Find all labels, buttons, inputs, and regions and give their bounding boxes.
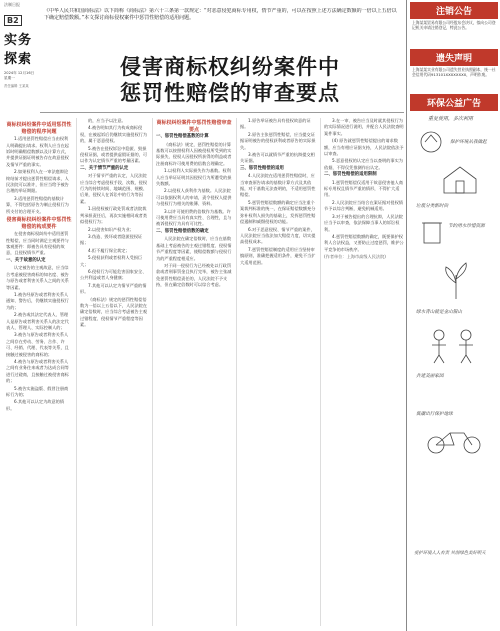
house-drawing-icon [440,163,480,195]
paragraph: 4.被告与原告或者利害关系人之间有业务往来或者为达成合同等进行过磋商，且接触过被侵害商标的； [6,358,69,384]
paragraph: 7.惩罚性赔偿制度的适用应当坚持审慎原则，准确把握适用条件，避免不当扩大适用范围。 [240,246,316,265]
intro-paragraph: 《中华人民共和国商标法》以下简称《商标法》第六十三条第一款规定：“对恶意侵犯商标专用权，情节严重的，可以在按照上述方法确定数额的一倍以上五倍以下确定赔偿数额。”本文探讨商标侵权案件中惩罚性赔偿的适用问题。 [44,8,397,21]
paragraph: 7.其他可以认定为情节严重的情形。 [80,282,147,295]
sidebar [408,0,500,631]
paragraph: 1.原告举证被告具有侵权故意的证据。 [240,118,311,130]
paragraph: 《商标法》规定的惩罚性赔偿倍数为一倍以上五倍以下，人民法院在确定倍数时，应当综合考虑被告主观过错程度、侵权情节严重程度等因素。 [80,296,148,328]
editor-credit: 责任编辑 王某某 [4,84,29,88]
subheading: 三、惩罚性赔偿的适用 [240,165,284,171]
column-rule [236,118,237,626]
subheading: 一、惩罚性赔偿基数的计算 [156,134,209,140]
column-rule [76,118,77,626]
paragraph: 认定被告的主观故意，应当综合考虑被侵害商标的知名度、被告与原告或者利害关系人之间的关系等因素。 [6,265,69,290]
bicycle-drawing-icon [424,425,484,455]
notice-box-lost [410,49,498,92]
paragraph: 3.对于被告提出的合理抗辩，人民法院应当予以审查，依法保障当事人的诉讼权利。 [324,213,403,232]
sidebar-rule [406,0,407,631]
page-number: B2 [4,15,22,26]
subheading: 二、惩罚性赔偿的适用限制 [324,172,377,178]
paragraph: 6.侵权行为可能危害国家安全、公共利益或者人身健康； [80,268,147,281]
paragraph: (4) 原告就惩罚性赔偿提出的请求数额，应当有相应证据支持，人民法院依法予以审查。 [324,138,404,157]
column-e [324,118,404,626]
publication-name: 法制日报 [4,2,20,7]
paragraph: 2.被告或其法定代表人、管理人是原告或者利害关系人的法定代表人、管理人、实际控制人的； [6,312,69,330]
subheading: 二、惩罚性赔偿倍数的确定 [156,228,209,234]
paragraph: 对于同一侵权行为已经被处以行政罚款或者刑事罚金且执行完毕，被告主张减免惩罚性赔偿责任的，人民法院不予支持，但在确定倍数时可以综合考虑。 [156,262,232,288]
paragraph: 4.被告明知其行为构成商标侵权，在被起诉后仍继续实施侵权行为的，属于恶意侵权。 [80,125,148,144]
paragraph: 6.其他可以认定为故意的情形。 [6,399,65,411]
subheading: 二、关于情节严重的认定 [80,165,129,171]
paragraph: 4.拒不履行保全裁定； [88,247,130,253]
paragraph: 1.适用惩罚性赔偿应当由权利人明确提出请求。权利人应当在起诉时明确赔偿数额以及计算方式，并提供证据证明被告存在故意侵权及情节严重的事实。 [6,136,69,167]
notice-title: 遗失声明 [410,49,498,66]
paragraph: 2.人民法院应当结合在案证据对侵权情节予以综合判断，避免机械适用。 [324,199,403,212]
eco-ad-area [410,111,498,621]
eco-ad-box [410,94,498,621]
notice-text: 上海某某贸易有限公司经股东会决议，拟向公司登记机关申请注销登记，特此公告。 [412,20,496,31]
paragraph: 在侵害商标权纠纷中适用惩罚性赔偿，应当同时满足主观要件与客观要件：即被告具有侵权的故意，且侵权情节严重。 [6,231,69,256]
handwritten-slogan: 垃圾分类新时尚 [416,204,449,209]
people-drawing-icon [424,325,484,365]
handwritten-slogan: 重复使用，多次利用 [428,116,474,122]
paragraph: 6.对于恶意侵权、情节严重的案件，人民法院应当依法加大赔偿力度，切实提高侵权成本。 [240,226,316,245]
handwritten-slogan: 节约用水珍惜资源 [448,224,485,229]
bin-drawing-icon [418,215,446,245]
paragraph: 5.惩罚性赔偿数额的确定应当注重个案裁判标准的统一，在保证赔偿数额充分弥补权利人损失的基础上，发挥惩罚性赔偿遏制和威慑侵权的功能。 [240,199,316,225]
paragraph: 5.被告在侵权诉讼中隐匿、毁损侵权证据，或者提供虚假证据的，可以作为认定情节严重的考量因素。 [80,145,148,164]
column-rule [152,118,153,626]
paragraph: 《商标法》规定，惩罚性赔偿的计算基数可以按照权利人因被侵权所受到的实际损失、侵权人因侵权所获得的利益或者注册商标许可使用费的倍数合理确定。 [156,141,232,166]
paragraph: 3.在一审、被告应当及时就其侵权行为的实际情况进行说明，并配合人民法院查明案件事实。 [324,118,404,136]
headline-line-1: 侵害商标权纠纷案件中 [120,54,340,79]
column-rule [320,118,321,626]
handwritten-slogan: 共建美丽家园 [416,374,444,379]
column-name-2: 探索 [4,52,33,67]
handwritten-slogan: 绿水青山就是金山银山 [416,310,462,315]
subheading: 一、关于故意的认定 [6,257,46,263]
paragraph: 人民法院在确定倍数时，应当在基数基础上考虑被告的主观过错程度、侵权情节严重程度等因素，使赔偿数额与侵权行为的严重程度相适应。 [156,236,232,261]
column-name-1: 实务 [4,33,33,48]
section-heading: 商标权纠纷案件中惩罚性赔偿审查要点 [156,120,232,133]
paragraph: 3.被告可以就情节严重的抗辩提交相关证据。 [240,152,315,164]
paragraph: 3.适用惩罚性赔偿的基数计算，不得包括原告为制止侵权行为所支付的合理开支。 [6,195,69,214]
section-heading: 商标权纠纷案件中适用惩罚性赔偿的程序问题 [6,122,72,135]
paragraph: 1.惩罚性赔偿仅适用于故意侵害他人商标专用权且情节严重的情形，不得扩大适用。 [324,179,403,198]
masthead [4,2,38,112]
headline [60,54,400,106]
notice-title: 注销公告 [410,2,498,19]
paragraph: 2.以侵权人获利作为基数。人民法院可以依据权利人的申请，责令侵权人提供与侵权行为相关的账簿、资料。 [156,188,232,207]
paragraph: 5.被告实施盗版、假冒注册商标行为的； [6,385,69,397]
paragraph: 5.侵权获利或者权利人受损巨大； [80,255,143,267]
paragraph: 4.惩罚性赔偿数额的确定，既要保护权利人合法权益，又要防止过度惩罚，维护公平竞争的市场秩序。 [324,233,404,252]
issue-weekday: 星期一 [4,76,15,80]
paragraph: 的，应当予以注意。 [88,118,126,123]
notice-box-deregistration [410,2,498,47]
paragraph: 2.原告主张惩罚性赔偿，应当提交证据证明被告的侵权获利或者原告的实际损失。 [240,131,316,150]
column-b [80,118,148,626]
handwritten-slogan: 爱护环境人人有责 共创绿色美好明天 [414,551,486,556]
handwritten-slogan: 低碳出行保护地球 [416,412,453,417]
paragraph: 1.被告经原告或者利害关系人通知、警告后，仍继续实施侵权行为的； [6,291,69,310]
notice-text: 上海某某实业有限公司遗失营业执照副本，统一社会信用代码913101XXXXXXXX，声明作废。 [412,67,496,78]
paragraph: 3.伪造、毁坏或者隐匿侵权证据； [80,233,143,246]
column-d [240,118,316,626]
paragraph: 2.如果权利人在一审法庭辩论终结前才提出惩罚性赔偿请求，人民法院可以准许，但应当给予被告合理的举证期限。 [6,169,69,194]
paragraph: 1.因侵权被行政处罚或者法院裁判承担责任后，再次实施相同或者类似侵权行为； [80,206,148,225]
paragraph: 3.被告与原告或者利害关系人之间存在劳动、劳务、合作、许可、经销、代理、代表等关系，且接触过被侵害的商标的； [6,332,69,357]
issue-date: 2024年 12月16日 [4,71,35,75]
handwritten-slogan: 保护环境从我做起 [450,140,487,145]
paragraph: 4.人民法院在适用惩罚性赔偿时，应当审查原告请求的基数计算方式及其依据，对于基数无法查明的，不适用惩罚性赔偿。 [240,173,316,198]
paragraph: 1.以权利人实际损失作为基数。权利人应当举证证明其因侵权行为所遭受的损失数额。 [156,168,232,187]
paragraph: (作者单位：上海市高级人民法院) [324,254,386,260]
paragraph: 2.以侵害知识产权为业； [88,226,134,232]
plant-drawing-icon [436,261,476,301]
section-heading: 侵害商标权纠纷案件中惩罚性赔偿的构成要件 [6,217,72,230]
divider [40,112,404,113]
paragraph: 3.以许可使用费的倍数作为基数。许可使用费应当具有真实性、合理性，且与被诉侵权行为具有可比性。 [156,208,232,227]
recycle-drawing-icon [416,129,446,155]
paragraph: 5.恶意侵权的认定应当以查明的事实为依据，不得仅凭推测作出认定。 [324,158,403,170]
column-a [6,120,72,626]
eco-ad-title: 环保公益广告 [410,94,498,111]
paragraph: 对于情节严重的认定，人民法院应当综合考虑侵权手段、次数，侵权行为的持续时间、地域范围、规模、后果，侵权人在诉讼中的行为等因素。 [80,173,148,204]
column-c [156,118,232,626]
headline-line-2: 惩罚性赔偿的审查要点 [120,80,340,105]
